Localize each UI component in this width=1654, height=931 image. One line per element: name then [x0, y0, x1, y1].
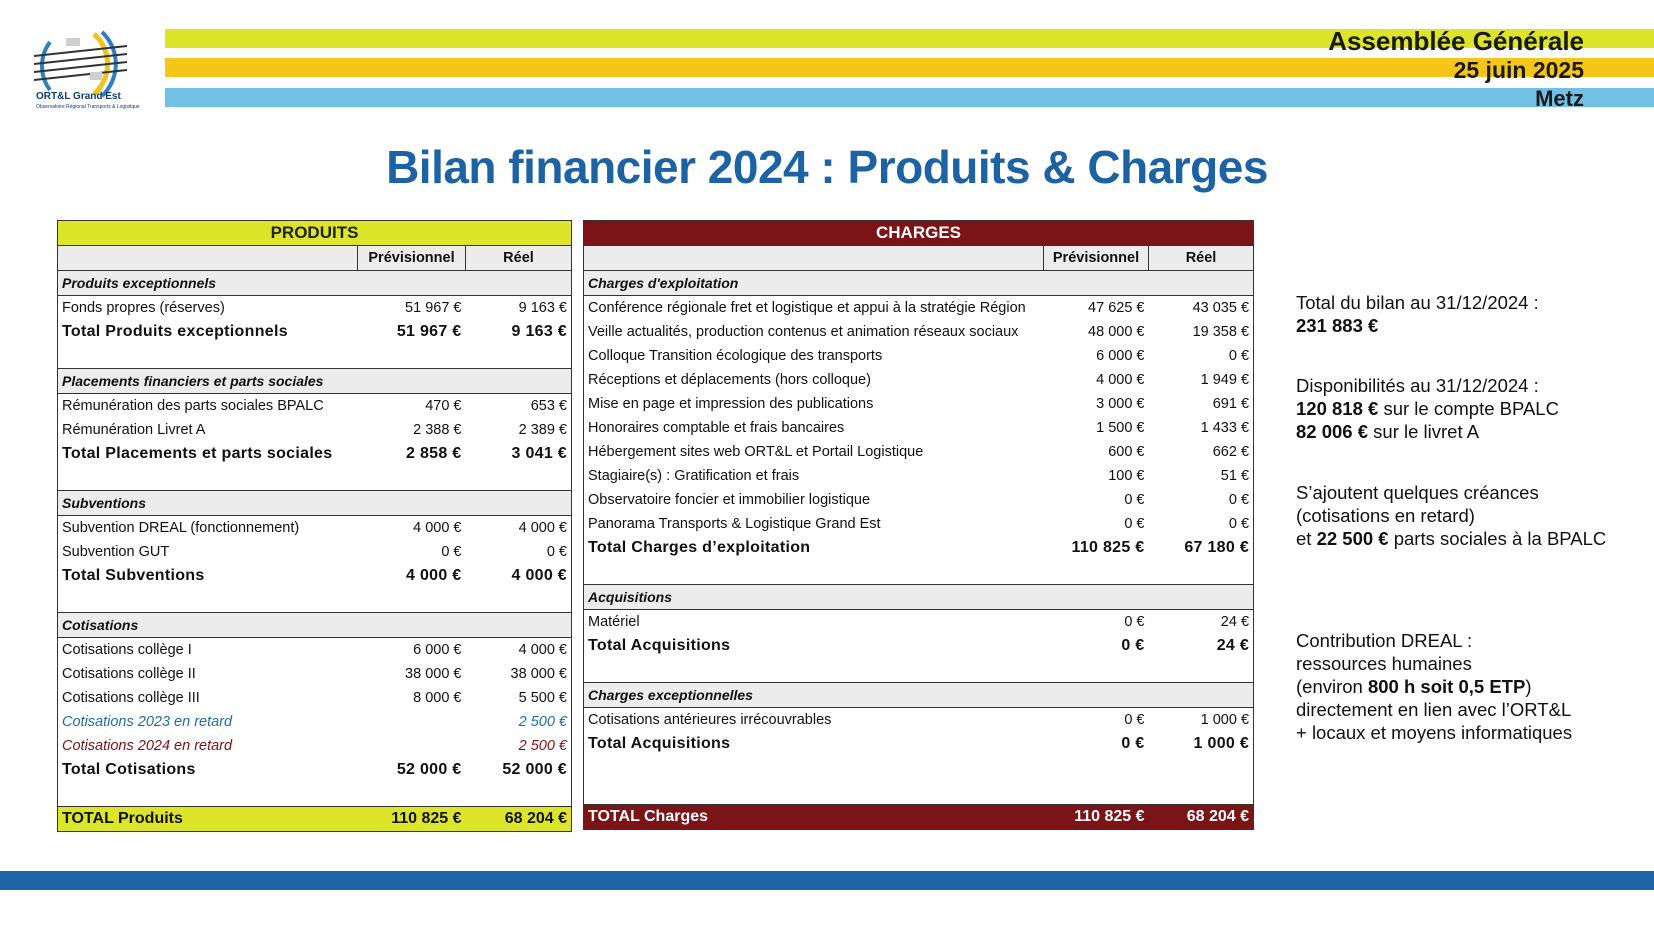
row-prev — [358, 734, 466, 758]
table-row — [584, 392, 1254, 416]
total-row — [58, 320, 572, 344]
row-prev: 0 € — [1124, 516, 1145, 532]
total-row — [58, 564, 572, 588]
table-row — [584, 440, 1254, 464]
row-reel: 4 000 € — [518, 520, 567, 536]
note-bilan-label: Total du bilan au 31/12/2024 : — [1296, 292, 1539, 313]
row-reel: 24 € — [1220, 614, 1250, 630]
row-label: Fonds propres (réserves) — [62, 300, 225, 316]
total-prev: 2 858 € — [406, 445, 462, 462]
row-reel: 4 000 € — [518, 642, 567, 658]
row-label: Panorama Transports & Logistique Grand Est — [588, 516, 881, 532]
row-label: Conférence régionale fret et logistique et appui à la stratégie Région — [588, 300, 1026, 316]
table-row — [58, 638, 572, 663]
produits-col-prev: Prévisionnel — [358, 246, 466, 271]
note-creances-line2: (cotisations en retard) — [1296, 505, 1475, 526]
note-creances — [1296, 481, 1636, 550]
note-dreal — [1296, 629, 1636, 744]
total-prev: 4 000 € — [406, 567, 462, 584]
row-label: Cotisations collège III — [62, 690, 200, 706]
section-title: Cotisations — [58, 613, 572, 638]
note-dispo-bpalc-value: 120 818 € — [1296, 398, 1379, 419]
row-prev: 6 000 € — [1096, 348, 1145, 364]
spacer-row — [58, 588, 572, 613]
row-prev: 470 € — [425, 398, 462, 414]
total-prev: 51 967 € — [396, 323, 462, 340]
header-date: 25 juin 2025 — [1453, 57, 1584, 83]
note-dreal-line3-value: 800 h soit 0,5 ETP — [1367, 676, 1526, 697]
charges-col-label — [584, 246, 1044, 271]
row-reel: 0 € — [1228, 516, 1250, 532]
row-reel: 662 € — [1212, 444, 1250, 460]
row-label: Colloque Transition écologique des transports — [588, 348, 883, 364]
section-title: Charges d'exploitation — [584, 271, 1254, 296]
total-label: Total Placements et parts sociales — [62, 445, 333, 462]
table-row — [58, 686, 572, 710]
total-reel: 1 000 € — [1193, 735, 1250, 752]
row-prev: 8 000 € — [413, 690, 462, 706]
row-prev: 47 625 € — [1088, 300, 1145, 316]
grand-total-row — [58, 807, 572, 832]
table-row — [58, 296, 572, 321]
table-row — [58, 394, 572, 419]
table-row — [584, 488, 1254, 512]
note-creances-value: 22 500 € — [1316, 528, 1389, 549]
row-reel: 5 500 € — [518, 690, 567, 706]
row-prev: 38 000 € — [405, 666, 462, 682]
row-label: Réceptions et déplacements (hors colloque) — [588, 372, 871, 388]
row-label: Cotisations collège I — [62, 642, 192, 658]
row-prev: 0 € — [1124, 614, 1145, 630]
total-row — [58, 758, 572, 782]
total-reel: 52 000 € — [502, 761, 567, 778]
row-reel: 19 358 € — [1192, 324, 1250, 340]
total-reel: 67 180 € — [1184, 539, 1250, 556]
row-label: Veille actualités, production contenus et animation réseaux sociaux — [588, 324, 1019, 340]
row-prev: 48 000 € — [1088, 324, 1145, 340]
row-label: Mise en page et impression des publications — [588, 396, 874, 412]
section-title: Acquisitions — [584, 585, 1254, 610]
spacer-row — [58, 782, 572, 807]
header-event: Assemblée Générale — [1328, 26, 1584, 56]
logo-subtitle: Observatoire Régional Transports & Logistique — [36, 104, 140, 110]
note-creances-prefix: et — [1296, 528, 1312, 549]
table-row — [584, 464, 1254, 488]
table-row — [584, 320, 1254, 344]
note-dreal-line4: directement en lien avec l’ORT&L — [1296, 699, 1572, 720]
section-title: Charges exceptionnelles — [584, 683, 1254, 708]
page-title: Bilan financier 2024 : Produits & Charges — [386, 141, 1268, 193]
grand-total-row — [584, 805, 1254, 830]
grand-total-reel: 68 204 € — [1149, 805, 1254, 830]
grand-total-reel: 68 204 € — [466, 807, 572, 832]
total-label: Total Produits exceptionnels — [62, 323, 288, 340]
total-reel: 9 163 € — [511, 323, 567, 340]
note-dreal-line1: Contribution DREAL : — [1296, 630, 1473, 651]
section-title: Subventions — [58, 491, 572, 516]
note-bilan — [1296, 291, 1636, 337]
note-creances-line1: S’ajoutent quelques créances — [1296, 482, 1539, 503]
charges-col-reel: Réel — [1149, 246, 1254, 271]
row-prev: 100 € — [1108, 468, 1145, 484]
row-prev: 0 € — [1124, 492, 1145, 508]
row-prev — [358, 710, 466, 734]
total-label: Total Subventions — [62, 567, 205, 584]
row-prev: 600 € — [1108, 444, 1145, 460]
charges-header: CHARGES — [584, 221, 1254, 246]
logo-name: ORT&L Grand Est — [36, 91, 121, 102]
table-row — [584, 344, 1254, 368]
produits-table — [57, 220, 572, 832]
row-prev: 2 388 € — [413, 422, 462, 438]
row-label: Cotisations 2024 en retard — [62, 738, 233, 754]
spacer-row — [58, 466, 572, 491]
row-prev: 0 € — [1124, 712, 1145, 728]
row-label: Subvention DREAL (fonctionnement) — [62, 520, 300, 536]
note-dispo-livret-text: sur le livret A — [1373, 421, 1480, 442]
row-reel: 0 € — [546, 544, 567, 560]
table-row — [58, 516, 572, 541]
spacer-row — [584, 560, 1254, 585]
table-row — [584, 296, 1254, 321]
row-reel: 1 949 € — [1200, 372, 1250, 388]
total-label: Total Acquisitions — [588, 735, 731, 752]
row-prev: 6 000 € — [413, 642, 462, 658]
row-label: Stagiaire(s) : Gratification et frais — [588, 468, 800, 484]
spacer-row — [584, 658, 1254, 683]
produits-col-label — [58, 246, 358, 271]
row-reel: 0 € — [1228, 348, 1250, 364]
produits-header: PRODUITS — [58, 221, 572, 246]
spacer-row — [584, 780, 1254, 805]
row-prev: 4 000 € — [413, 520, 462, 536]
table-row — [584, 610, 1254, 635]
note-dreal-line3-prefix: (environ — [1296, 676, 1363, 697]
total-prev: 0 € — [1121, 735, 1145, 752]
table-row — [58, 662, 572, 686]
note-bilan-value: 231 883 € — [1296, 315, 1379, 336]
total-reel: 4 000 € — [511, 567, 567, 584]
grand-total-label: TOTAL Charges — [584, 805, 1044, 830]
total-prev: 52 000 € — [396, 761, 462, 778]
table-row — [584, 368, 1254, 392]
row-label: Rémunération des parts sociales BPALC — [62, 398, 324, 414]
total-row — [584, 732, 1254, 756]
row-reel: 43 035 € — [1192, 300, 1250, 316]
total-prev: 110 825 € — [1071, 539, 1145, 556]
row-label: Cotisations antérieures irrécouvrables — [588, 712, 832, 728]
table-row-late-2024 — [58, 734, 572, 758]
note-dispo-bpalc-text: sur le compte BPALC — [1383, 398, 1559, 419]
grand-total-prev: 110 825 € — [358, 807, 466, 832]
row-label: Cotisations collège II — [62, 666, 196, 682]
table-row — [584, 416, 1254, 440]
table-row — [584, 512, 1254, 536]
note-dispo-livret-value: 82 006 € — [1296, 421, 1369, 442]
header-band-blue — [165, 88, 1654, 107]
section-title: Placements financiers et parts sociales — [58, 369, 572, 394]
row-label: Matériel — [588, 614, 640, 630]
table-row — [58, 418, 572, 442]
note-creances-suffix: parts sociales à la BPALC — [1393, 528, 1607, 549]
row-reel: 691 € — [1212, 396, 1250, 412]
total-row — [584, 634, 1254, 658]
row-prev: 51 967 € — [405, 300, 462, 316]
grand-total-prev: 110 825 € — [1044, 805, 1149, 830]
row-reel: 1 433 € — [1200, 420, 1250, 436]
total-label: Total Acquisitions — [588, 637, 731, 654]
row-prev: 1 500 € — [1096, 420, 1145, 436]
row-reel: 51 € — [1220, 468, 1250, 484]
row-label: Hébergement sites web ORT&L et Portail Logistique — [588, 444, 924, 460]
row-prev: 0 € — [441, 544, 462, 560]
grand-total-label: TOTAL Produits — [58, 807, 358, 832]
table-row-late-2023 — [58, 710, 572, 734]
charges-col-prev: Prévisionnel — [1044, 246, 1149, 271]
total-row — [58, 442, 572, 466]
row-reel: 653 € — [530, 398, 567, 414]
row-reel: 2 389 € — [518, 422, 567, 438]
note-dreal-line2: ressources humaines — [1296, 653, 1472, 674]
row-reel: 38 000 € — [510, 666, 567, 682]
total-prev: 0 € — [1121, 637, 1145, 654]
table-row — [584, 708, 1254, 733]
spacer-row — [584, 756, 1254, 780]
header-band-orange — [165, 58, 1654, 77]
total-label: Total Cotisations — [62, 761, 196, 778]
row-reel: 2 500 € — [518, 738, 567, 754]
row-prev: 3 000 € — [1096, 396, 1145, 412]
row-label: Subvention GUT — [62, 544, 170, 560]
header-place: Metz — [1535, 86, 1584, 111]
total-reel: 24 € — [1216, 637, 1250, 654]
table-row — [58, 540, 572, 564]
note-disponibilites — [1296, 374, 1636, 443]
spacer-row — [58, 344, 572, 369]
note-dreal-line5: + locaux et moyens informatiques — [1296, 722, 1573, 743]
total-label: Total Charges d’exploitation — [588, 539, 811, 556]
row-reel: 9 163 € — [518, 300, 567, 316]
total-row — [584, 536, 1254, 560]
row-label: Cotisations 2023 en retard — [62, 714, 233, 730]
footer-band — [0, 871, 1654, 890]
section-title: Produits exceptionnels — [58, 271, 572, 296]
row-prev: 4 000 € — [1096, 372, 1145, 388]
row-label: Observatoire foncier et immobilier logistique — [588, 492, 871, 508]
row-reel: 0 € — [1228, 492, 1250, 508]
row-reel: 2 500 € — [518, 714, 567, 730]
produits-col-reel: Réel — [466, 246, 572, 271]
note-dreal-line3-suffix: ) — [1525, 676, 1532, 697]
row-reel: 1 000 € — [1200, 712, 1250, 728]
charges-table — [583, 220, 1254, 830]
total-reel: 3 041 € — [511, 445, 567, 462]
note-dispo-label: Disponibilités au 31/12/2024 : — [1296, 375, 1539, 396]
row-label: Rémunération Livret A — [62, 422, 206, 438]
row-label: Honoraires comptable et frais bancaires — [588, 420, 845, 436]
